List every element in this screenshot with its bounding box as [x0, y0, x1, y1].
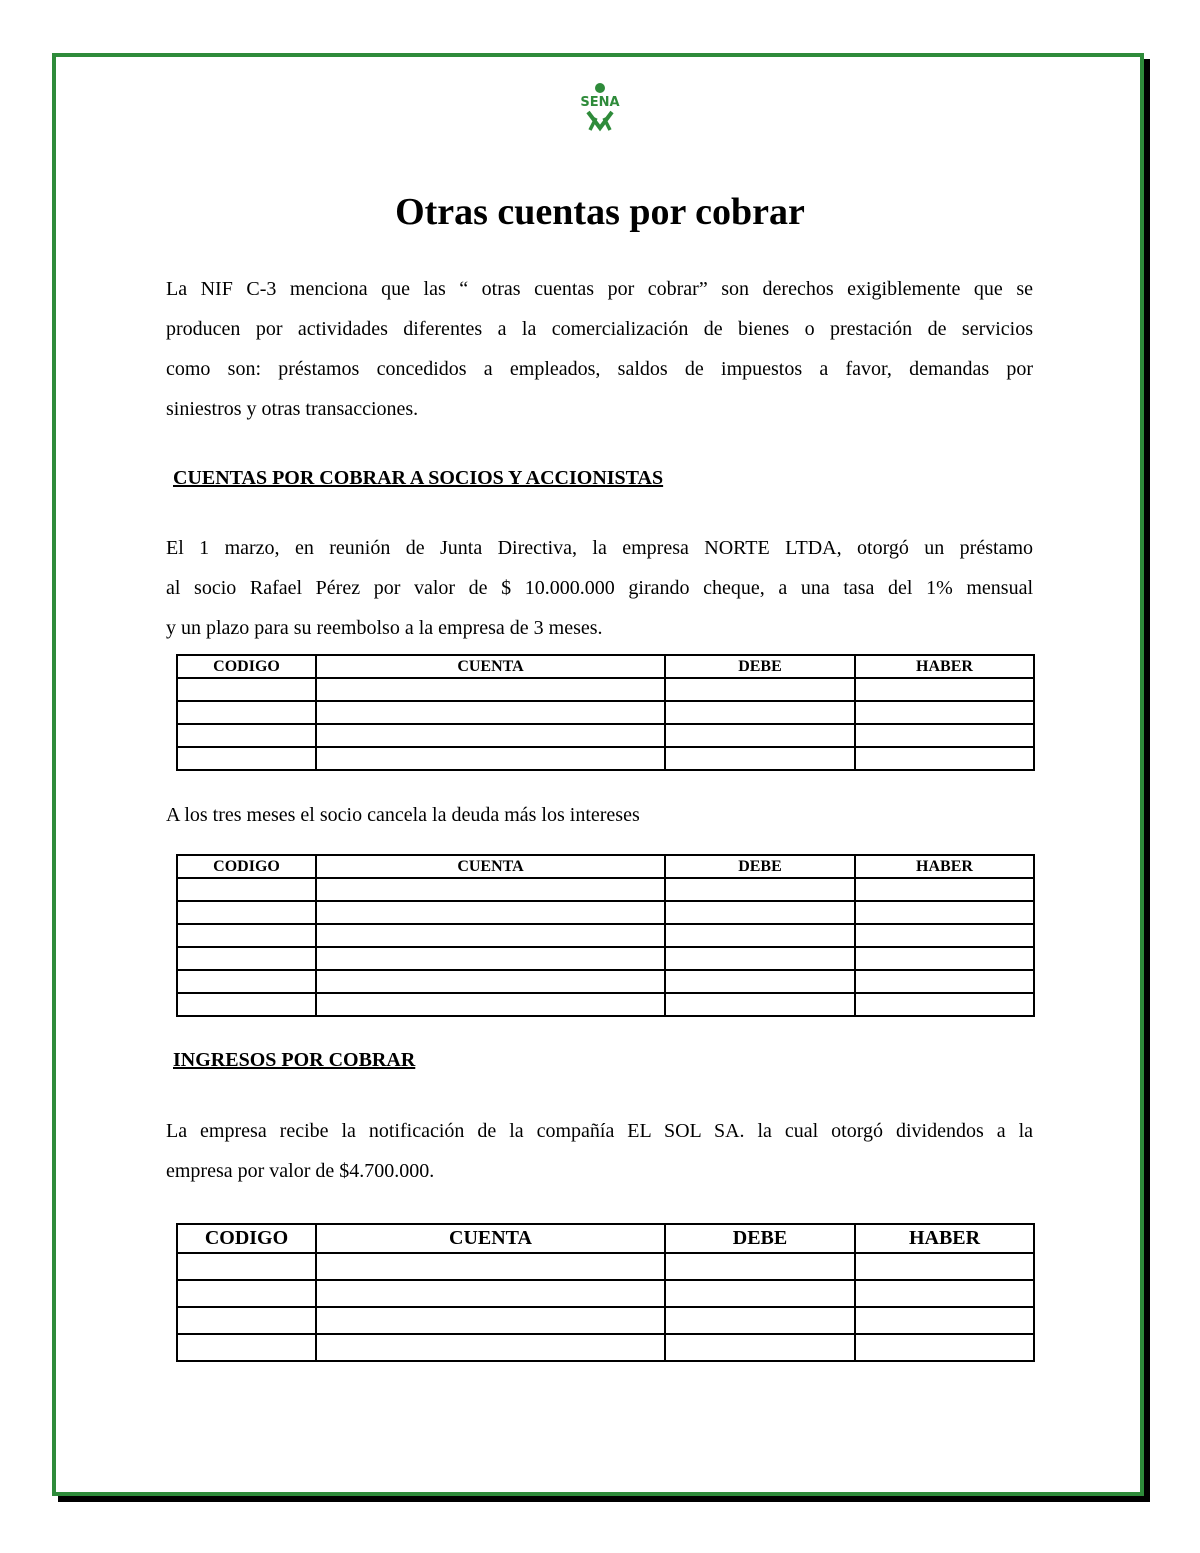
section2-paragraph — [166, 1111, 1033, 1191]
cell-codigo[interactable] — [177, 993, 316, 1016]
intro-line: producen por actividades diferentes a la comercialización de bienes o prestación de servicios — [166, 318, 1033, 340]
cell-cuenta[interactable] — [316, 970, 665, 993]
intro-line: La NIF C-3 menciona que las “ otras cuentas por cobrar” son derechos exigiblemente que se — [166, 278, 1033, 300]
cell-debe[interactable] — [665, 1280, 855, 1307]
section2-line: La empresa recibe la notificación de la compañía EL SOL SA. la cual otorgó dividendos a la — [166, 1120, 1033, 1142]
cell-haber[interactable] — [855, 1280, 1034, 1307]
header-codigo: CODIGO — [177, 855, 316, 878]
ledger-table-3 — [176, 1223, 1035, 1362]
cell-cuenta[interactable] — [316, 993, 665, 1016]
cell-haber[interactable] — [855, 878, 1034, 901]
cell-cuenta[interactable] — [316, 901, 665, 924]
cell-debe[interactable] — [665, 970, 855, 993]
cell-debe[interactable] — [665, 701, 855, 724]
table-header-row — [177, 855, 1034, 878]
table-row — [177, 1307, 1034, 1334]
cell-debe[interactable] — [665, 993, 855, 1016]
table-row — [177, 901, 1034, 924]
cell-haber[interactable] — [855, 947, 1034, 970]
cell-haber[interactable] — [855, 901, 1034, 924]
table-row — [177, 993, 1034, 1016]
cell-haber[interactable] — [855, 924, 1034, 947]
cell-debe[interactable] — [665, 1334, 855, 1361]
header-cuenta: CUENTA — [316, 855, 665, 878]
cell-haber[interactable] — [855, 1334, 1034, 1361]
sena-logo-icon — [570, 82, 630, 134]
cell-cuenta[interactable] — [316, 1334, 665, 1361]
cell-debe[interactable] — [665, 924, 855, 947]
header-codigo: CODIGO — [177, 655, 316, 678]
cell-debe[interactable] — [665, 1307, 855, 1334]
table-row — [177, 1253, 1034, 1280]
cell-codigo[interactable] — [177, 901, 316, 924]
header-debe: DEBE — [665, 655, 855, 678]
cell-cuenta[interactable] — [316, 924, 665, 947]
cell-cuenta[interactable] — [316, 947, 665, 970]
cell-cuenta[interactable] — [316, 1307, 665, 1334]
cell-codigo[interactable] — [177, 1334, 316, 1361]
table-header-row — [177, 655, 1034, 678]
table-row — [177, 1334, 1034, 1361]
page-title: Otras cuentas por cobrar — [395, 191, 805, 233]
cell-haber[interactable] — [855, 724, 1034, 747]
cell-codigo[interactable] — [177, 970, 316, 993]
header-haber: HABER — [855, 855, 1034, 878]
intro-line: como son: préstamos concedidos a empleados, saldos de impuestos a favor, demandas por — [166, 358, 1033, 380]
table-row — [177, 878, 1034, 901]
section1-followup: A los tres meses el socio cancela la deuda más los intereses — [166, 804, 640, 826]
cell-cuenta[interactable] — [316, 1253, 665, 1280]
cell-haber[interactable] — [855, 1253, 1034, 1280]
header-cuenta: CUENTA — [316, 1224, 665, 1253]
cell-cuenta[interactable] — [316, 724, 665, 747]
cell-debe[interactable] — [665, 947, 855, 970]
cell-debe[interactable] — [665, 678, 855, 701]
header-cuenta: CUENTA — [316, 655, 665, 678]
table-row — [177, 678, 1034, 701]
table-row — [177, 947, 1034, 970]
cell-codigo[interactable] — [177, 878, 316, 901]
cell-codigo[interactable] — [177, 947, 316, 970]
section-heading-socios: CUENTAS POR COBRAR A SOCIOS Y ACCIONISTAS — [173, 467, 664, 489]
cell-cuenta[interactable] — [316, 701, 665, 724]
header-haber: HABER — [855, 655, 1034, 678]
section1-line: y un plazo para su reembolso a la empresa de 3 meses. — [166, 617, 603, 639]
section1-line: al socio Rafael Pérez por valor de $ 10.000.000 girando cheque, a una tasa del 1% mensual — [166, 577, 1033, 599]
section2-line: empresa por valor de $4.700.000. — [166, 1160, 435, 1182]
svg-text:SENA: SENA — [580, 95, 620, 110]
section1-paragraph — [166, 528, 1033, 648]
cell-debe[interactable] — [665, 901, 855, 924]
cell-haber[interactable] — [855, 993, 1034, 1016]
intro-paragraph — [166, 269, 1033, 429]
cell-codigo[interactable] — [177, 1307, 316, 1334]
cell-codigo[interactable] — [177, 1253, 316, 1280]
table-row — [177, 970, 1034, 993]
ledger-table-1 — [176, 654, 1035, 771]
cell-codigo[interactable] — [177, 747, 316, 770]
cell-codigo[interactable] — [177, 701, 316, 724]
cell-haber[interactable] — [855, 747, 1034, 770]
table-row — [177, 924, 1034, 947]
header-haber: HABER — [855, 1224, 1034, 1253]
cell-haber[interactable] — [855, 678, 1034, 701]
ledger-table-2 — [176, 854, 1035, 1017]
cell-codigo[interactable] — [177, 924, 316, 947]
cell-cuenta[interactable] — [316, 878, 665, 901]
cell-debe[interactable] — [665, 747, 855, 770]
cell-cuenta[interactable] — [316, 747, 665, 770]
cell-cuenta[interactable] — [316, 678, 665, 701]
table-row — [177, 1280, 1034, 1307]
section-heading-ingresos: INGRESOS POR COBRAR — [173, 1049, 416, 1071]
header-debe: DEBE — [665, 855, 855, 878]
table-header-row — [177, 1224, 1034, 1253]
table-row — [177, 747, 1034, 770]
cell-debe[interactable] — [665, 1253, 855, 1280]
table-row — [177, 701, 1034, 724]
intro-line: siniestros y otras transacciones. — [166, 398, 419, 420]
cell-debe[interactable] — [665, 878, 855, 901]
cell-haber[interactable] — [855, 701, 1034, 724]
header-debe: DEBE — [665, 1224, 855, 1253]
section1-line: El 1 marzo, en reunión de Junta Directiva, la empresa NORTE LTDA, otorgó un préstamo — [166, 537, 1033, 559]
cell-codigo[interactable] — [177, 1280, 316, 1307]
header-codigo: CODIGO — [177, 1224, 316, 1253]
cell-codigo[interactable] — [177, 678, 316, 701]
cell-cuenta[interactable] — [316, 1280, 665, 1307]
cell-codigo[interactable] — [177, 724, 316, 747]
table-row — [177, 724, 1034, 747]
cell-debe[interactable] — [665, 724, 855, 747]
cell-haber[interactable] — [855, 970, 1034, 993]
cell-haber[interactable] — [855, 1307, 1034, 1334]
